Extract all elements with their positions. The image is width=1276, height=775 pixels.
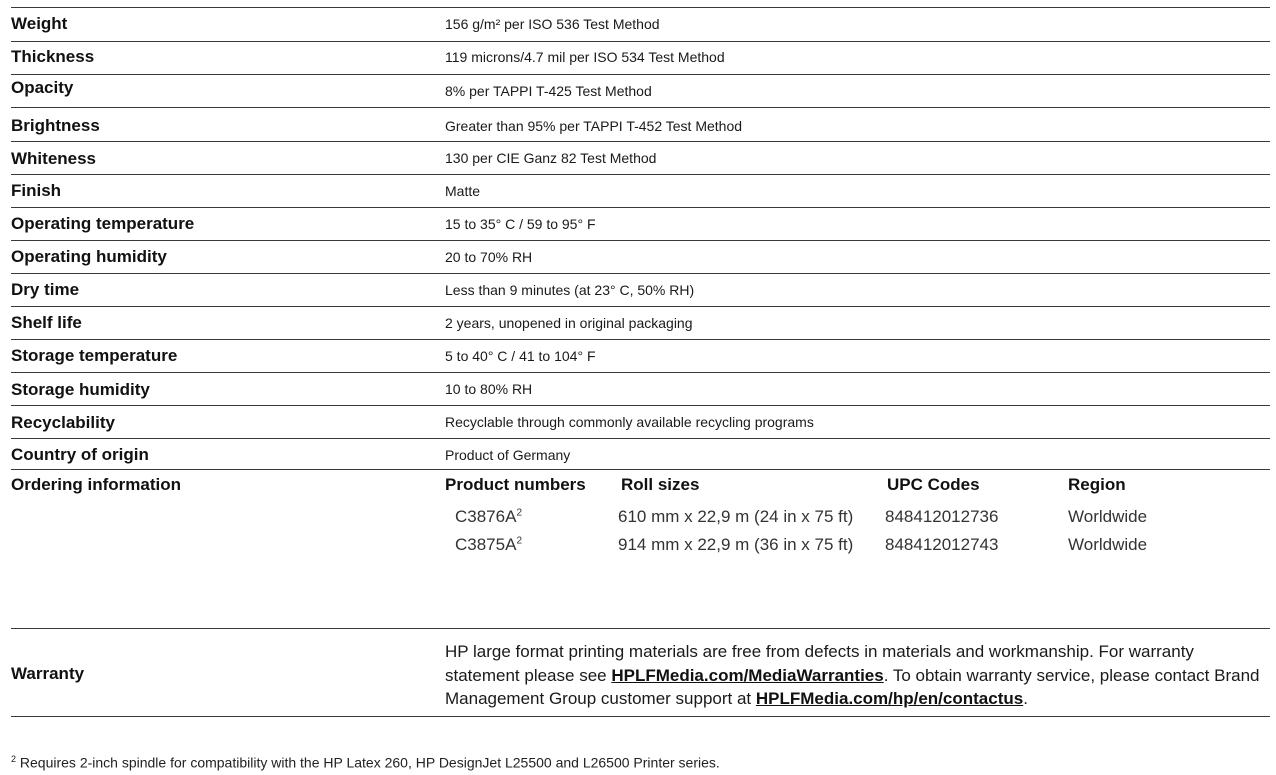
spec-value-weight: 156 g/m² per ISO 536 Test Method	[445, 16, 660, 32]
ordering-info-label: Ordering information	[11, 475, 181, 494]
spec-label-operating-temperature: Operating temperature	[11, 214, 195, 233]
spec-label-dry-time: Dry time	[11, 280, 80, 299]
spec-value-operating-temperature: 15 to 35° C / 59 to 95° F	[445, 216, 596, 232]
spec-label-shelf-life: Shelf life	[11, 313, 82, 332]
warranty-label: Warranty	[11, 664, 85, 683]
row-divider	[11, 716, 1270, 717]
spec-value-storage-humidity: 10 to 80% RH	[445, 381, 533, 397]
contact-us-link[interactable]: HPLFMedia.com/hp/en/contactus	[755, 689, 1024, 708]
row-divider	[11, 240, 1270, 241]
row-divider	[11, 174, 1270, 175]
spec-label-weight: Weight	[11, 14, 68, 33]
spec-label-thickness: Thickness	[11, 47, 95, 66]
col-header-upc-codes: UPC Codes	[887, 475, 980, 494]
roll-size: 610 mm x 22,9 m (24 in x 75 ft)	[618, 507, 854, 526]
row-divider	[11, 74, 1270, 75]
warranty-text: HP large format printing materials are free from defects in materials and workmanship. For warranty statement please see HPLFMedia.com/MediaWarranties. To obtain warranty service, please contact Brand Management Group customer support at HPLFMedia.com/hp/en/contactus.	[445, 642, 1260, 708]
spec-label-opacity: Opacity	[11, 78, 74, 97]
row-divider	[11, 141, 1270, 142]
spec-label-finish: Finish	[11, 181, 62, 200]
col-header-product-numbers: Product numbers	[445, 475, 586, 494]
region: Worldwide	[1068, 535, 1148, 554]
col-header-region: Region	[1068, 475, 1126, 494]
spec-value-operating-humidity: 20 to 70% RH	[445, 249, 533, 265]
spec-label-storage-temperature: Storage temperature	[11, 346, 178, 365]
spec-label-country-of-origin: Country of origin	[11, 445, 149, 464]
row-divider	[11, 207, 1270, 208]
spec-value-finish: Matte	[445, 183, 481, 199]
upc-code: 848412012743	[885, 535, 999, 554]
row-divider	[11, 372, 1270, 373]
spec-value-brightness: Greater than 95% per TAPPI T-452 Test Method	[445, 118, 743, 134]
spec-label-storage-humidity: Storage humidity	[11, 380, 150, 399]
spec-value-opacity: 8% per TAPPI T-425 Test Method	[445, 83, 652, 99]
roll-size: 914 mm x 22,9 m (36 in x 75 ft)	[618, 535, 854, 554]
spec-label-whiteness: Whiteness	[11, 149, 97, 168]
spec-value-recyclability: Recyclable through commonly available recycling programs	[445, 414, 814, 430]
spec-label-recyclability: Recyclability	[11, 413, 115, 432]
spec-value-dry-time: Less than 9 minutes (at 23° C, 50% RH)	[445, 282, 695, 298]
spec-value-shelf-life: 2 years, unopened in original packaging	[445, 315, 693, 331]
row-divider	[11, 405, 1270, 406]
footnote: $^2$ Requires 2-inch spindle for compatibility with the HP Latex 260, HP DesignJet L25500 and L26500 Printer series.	[11, 754, 720, 771]
row-divider	[11, 628, 1270, 629]
spec-value-country-of-origin: Product of Germany	[445, 447, 571, 463]
product-number: $C3876A^2$	[455, 507, 522, 526]
row-divider	[11, 438, 1270, 439]
spec-value-thickness: 119 microns/4.7 mil per ISO 534 Test Method	[445, 49, 725, 65]
region: Worldwide	[1068, 507, 1148, 526]
upc-code: 848412012736	[885, 507, 999, 526]
spec-value-storage-temperature: 5 to 40° C / 41 to 104° F	[445, 348, 596, 364]
row-divider	[11, 306, 1270, 307]
row-divider	[11, 469, 1270, 470]
row-divider	[11, 7, 1270, 8]
media-warranties-link[interactable]: HPLFMedia.com/MediaWarranties	[611, 665, 884, 685]
spec-label-operating-humidity: Operating humidity	[11, 247, 167, 266]
product-number: $C3875A^2$	[455, 535, 522, 554]
row-divider	[11, 41, 1270, 42]
col-header-roll-sizes: Roll sizes	[621, 475, 700, 494]
spec-value-whiteness: 130 per CIE Ganz 82 Test Method	[445, 150, 657, 166]
row-divider	[11, 339, 1270, 340]
row-divider	[11, 107, 1270, 108]
row-divider	[11, 273, 1270, 274]
spec-label-brightness: Brightness	[11, 116, 100, 135]
